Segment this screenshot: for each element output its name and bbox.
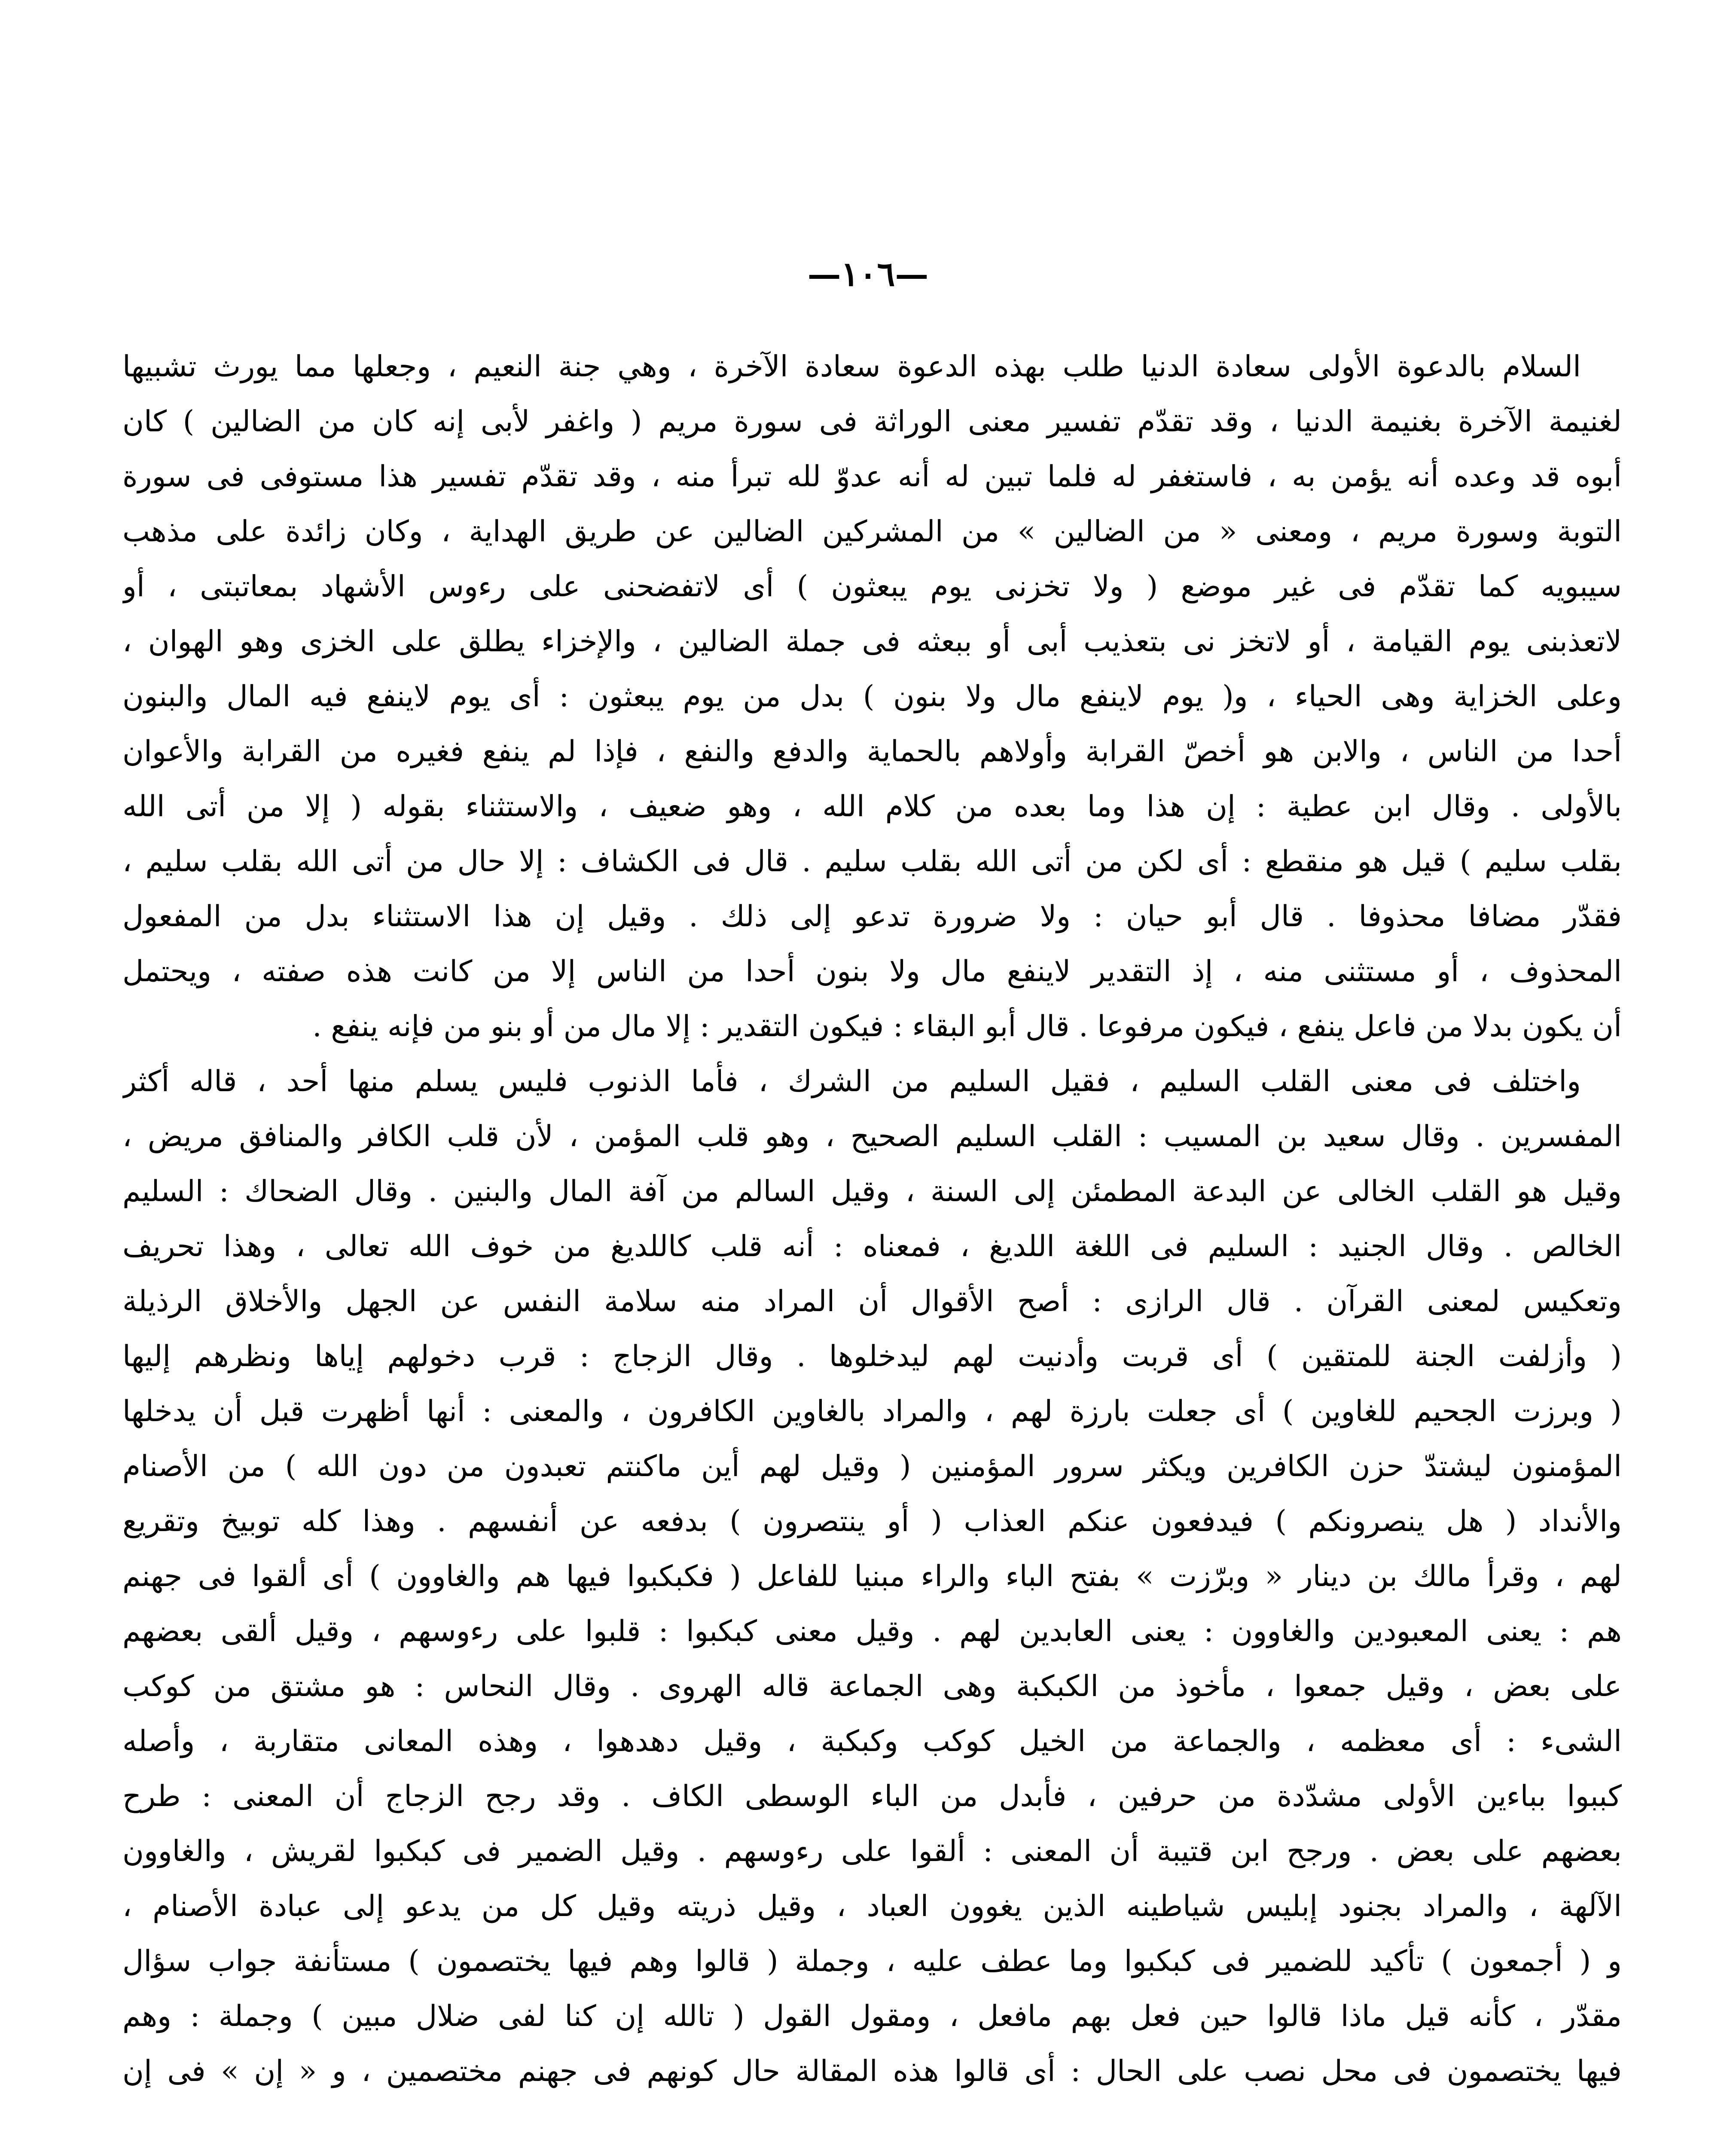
page-number: —١٠٦—: [807, 255, 929, 294]
text-line: الخالص . وقال الجنيد : السليم فى اللغة اللديغ ، فمعناه : أنه قلب كاللديغ من خوف الله تعالى ، وهذا تحريف: [122, 1230, 1622, 1263]
text-line: على بعض ، وقيل جمعوا ، مأخوذ من الكبكبة وهى الجماعة قاله الهروى . وقال النحاس : هو مشتق من كوكب: [122, 1669, 1622, 1703]
text-line: أن يكون بدلا من فاعل ينفع ، فيكون مرفوعا . قال أبو البقاء : فيكون التقدير : إلا مال من أو بنو من فإنه ينفع .: [312, 1010, 1622, 1043]
text-line: و ( أجمعون ) تأكيد للضمير فى كبكبوا وما عطف عليه ، وجملة ( قالوا وهم فيها يختصمون ) مستأنفة جواب سؤال: [122, 1944, 1622, 1978]
text-line: المؤمنون ليشتدّ حزن الكافرين ويكثر سرور المؤمنين ( وقيل لهم أين ماكنتم تعبدون من دون الله ) من الأصنام: [122, 1449, 1622, 1483]
text-line: الشىء : أى معظمه ، والجماعة من الخيل كوكب وكبكبة ، وقيل دهدهوا ، وهذه المعانى متقاربة ، وأصله: [122, 1724, 1622, 1758]
text-line: وعلى الخزاية وهى الحياء ، و( يوم لاينفع مال ولا بنون ) بدل من يوم يبعثون : أى يوم لاينفع فيه المال والبنون: [122, 680, 1622, 714]
text-line: السلام بالدعوة الأولى سعادة الدنيا طلب بهذه الدعوة سعادة الآخرة ، وهي جنة النعيم ، وجعلها مما يورث تشبيها: [122, 350, 1581, 384]
text-line: فيها يختصمون فى محل نصب على الحال : أى قالوا هذه المقالة حال كونهم فى جهنم مختصمين ، و « إن » فى إن: [122, 2054, 1622, 2088]
text-line: بعضهم على بعض . ورجح ابن قتيبة أن المعنى : ألقوا على رءوسهم . وقيل الضمير فى كبكبوا لقريش ، والغاوون: [122, 1834, 1622, 1868]
text-line: بقلب سليم ) قيل هو منقطع : أى لكن من أتى الله بقلب سليم . قال فى الكشاف : إلا حال من أتى الله بقلب سليم ،: [122, 845, 1622, 879]
text-line: واختلف فى معنى القلب السليم ، فقيل السليم من الشرك ، فأما الذنوب فليس يسلم منها أحد ، قاله أكثر: [122, 1065, 1581, 1098]
text-line: التوبة وسورة مريم ، ومعنى « من الضالين » من المشركين الضالين عن طريق الهداية ، وكان زائدة على مذهب: [122, 515, 1622, 549]
text-line: الآلهة ، والمراد بجنود إبليس شياطينه الذين يغوون العباد ، وقيل ذريته وقيل كل من يدعو إلى عبادة الأصنام ،: [122, 1889, 1622, 1923]
text-line: أبوه قد وعده أنه يؤمن به ، فاستغفر له فلما تبين له أنه عدوّ لله تبرأ منه ، وقد تقدّم تفسير هذا مستوفى فى سورة: [122, 460, 1622, 494]
text-line: بالأولى . وقال ابن عطية : إن هذا وما بعده من كلام الله ، وهو ضعيف ، والاستثناء بقوله ( إلا من أتى الله: [122, 790, 1622, 824]
text-line: المفسرين . وقال سعيد بن المسيب : القلب السليم الصحيح ، وهو قلب المؤمن ، لأن قلب الكافر والمنافق مريض ،: [122, 1120, 1622, 1153]
text-line: وقيل هو القلب الخالى عن البدعة المطمئن إلى السنة ، وقيل السالم من آفة المال والبنين . وقال الضحاك : السليم: [122, 1175, 1622, 1208]
text-line: كببوا بباءين الأولى مشدّدة من حرفين ، فأبدل من الباء الوسطى الكاف . وقد رجح الزجاج أن المعنى : طرح: [122, 1779, 1622, 1813]
text-line: لهم ، وقرأ مالك بن دينار « وبرّزت » بفتح الباء والراء مبنيا للفاعل ( فكبكبوا فيها هم والغاوون ) أى ألقوا فى جهنم: [122, 1559, 1622, 1593]
text-line: مقدّر ، كأنه قيل ماذا قالوا حين فعل بهم مافعل ، ومقول القول ( تالله إن كنا لفى ضلال مبين ) وجملة : وهم: [122, 1999, 1622, 2033]
text-line: هم : يعنى المعبودين والغاوون : يعنى العابدين لهم . وقيل معنى كبكبوا : قلبوا على رءوسهم ، وقيل ألقى بعضهم: [122, 1614, 1622, 1648]
text-line: أحدا من الناس ، والابن هو أخصّ القرابة وأولاهم بالحماية والدفع والنفع ، فإذا لم ينفع فغيره من القرابة والأعوان: [122, 735, 1622, 769]
text-line: ( وأزلفت الجنة للمتقين ) أى قربت وأدنيت لهم ليدخلوها . وقال الزجاج : قرب دخولهم إياها ونظرهم إليها: [122, 1339, 1622, 1373]
text-line: لغنيمة الآخرة بغنيمة الدنيا ، وقد تقدّم تفسير معنى الوراثة فى سورة مريم ( واغفر لأبى إنه كان من الضالين ) كان: [122, 405, 1622, 439]
body-text: [122, 339, 1622, 2099]
text-line: المحذوف ، أو مستثنى منه ، إذ التقدير لاينفع مال ولا بنون أحدا من الناس إلا من كانت هذه صفته ، ويحتمل: [122, 955, 1622, 989]
text-line: سيبويه كما تقدّم فى غير موضع ( ولا تخزنى يوم يبعثون ) أى لاتفضحنى على رءوس الأشهاد بمعاتبتى ، أو: [122, 570, 1622, 604]
text-line: فقدّر مضافا محذوفا . قال أبو حيان : ولا ضرورة تدعو إلى ذلك . وقيل إن هذا الاستثناء بدل من المفعول: [122, 900, 1622, 934]
text-line: والأنداد ( هل ينصرونكم ) فيدفعون عنكم العذاب ( أو ينتصرون ) بدفعه عن أنفسهم . وهذا كله توبيخ وتقريع: [122, 1504, 1622, 1538]
text-line: وتعكيس لمعنى القرآن . قال الرازى : أصح الأقوال أن المراد منه سلامة النفس عن الجهل والأخلاق الرذيلة: [122, 1285, 1622, 1318]
text-line: ( وبرزت الجحيم للغاوين ) أى جعلت بارزة لهم ، والمراد بالغاوين الكافرون ، والمعنى : أنها أظهرت قبل أن يدخلها: [122, 1394, 1622, 1428]
text-line: لاتعذبنى يوم القيامة ، أو لاتخز نى بتعذيب أبى أو ببعثه فى جملة الضالين ، والإخزاء يطلق على الخزى وهو الهوان ،: [122, 625, 1622, 659]
